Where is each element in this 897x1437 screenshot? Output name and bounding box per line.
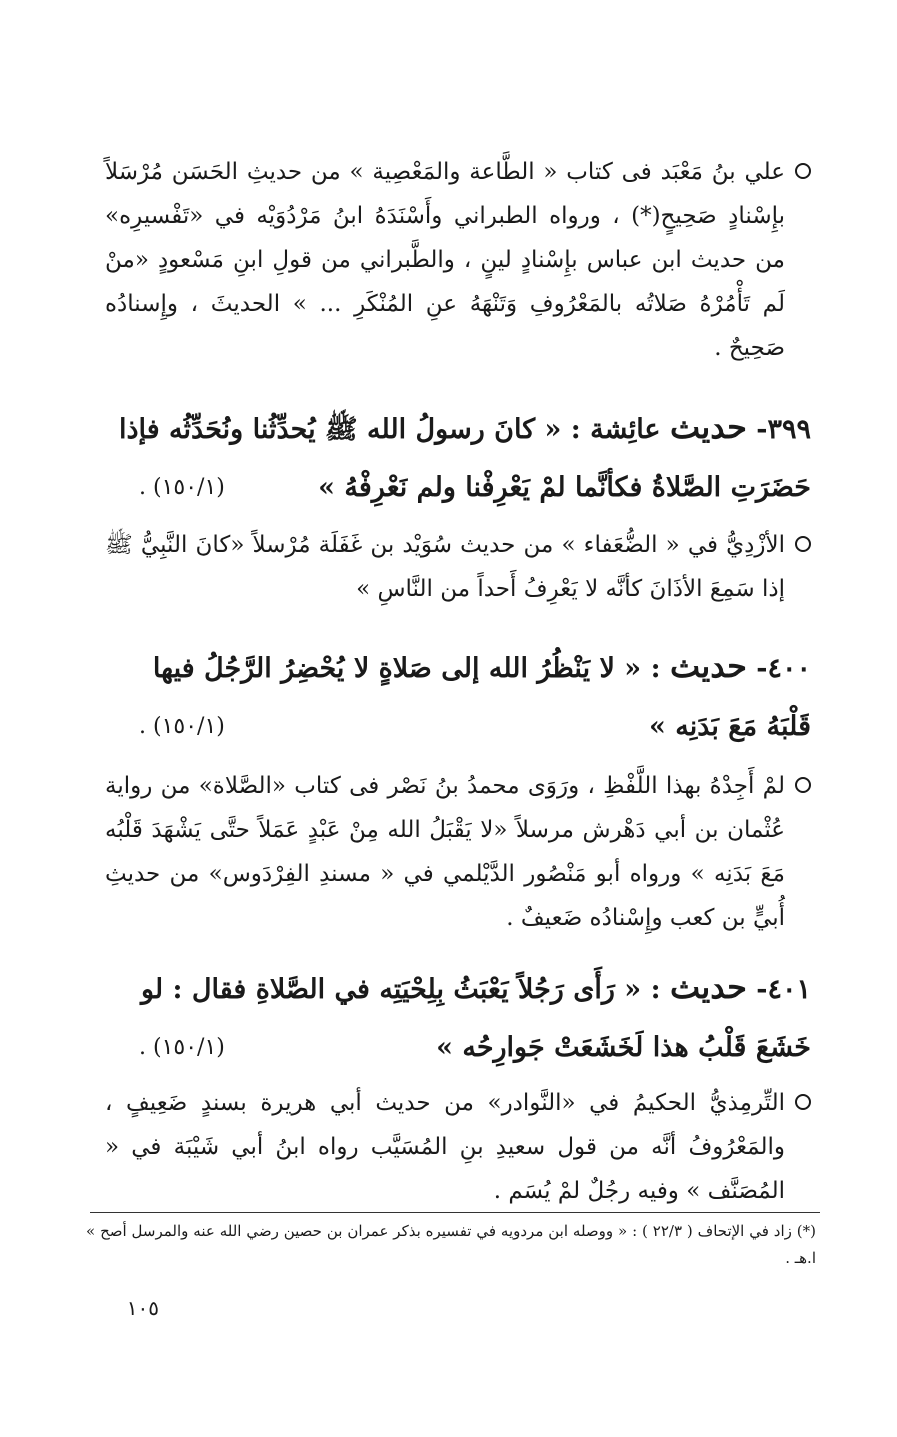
entry-number: ٤٠٠- [756, 653, 811, 684]
hadith-entry-400 [105, 637, 811, 756]
hadith-keyword: حديث [669, 968, 747, 1006]
commentary-block-1 [105, 150, 811, 370]
entry-text: : « لا يَنْظُرُ الله إلى صَلاةٍ لا يُحْضِرُ الرَّجُلُ فيها قَلْبَهُ مَعَ بَدَنِه » [152, 653, 811, 742]
hadith-keyword: حديث [669, 408, 747, 446]
hadith-entry-399 [105, 398, 811, 517]
commentary-399 [105, 523, 811, 611]
hadith-keyword: حديث [669, 647, 747, 685]
page-number: ١٠٥ [126, 1296, 159, 1320]
commentary-text: الأزْدِيُّ في « الضُّعَفاء » من حديث سُوَيْد بن غَفَلَة مُرْسلاً «كانَ النَّبِيُّ ﷺ إذا سَمِعَ الأذَانَ كأنَّه لا يَعْرِفُ أَحداً من النَّاسِ » [105, 532, 785, 602]
commentary-400 [105, 764, 811, 940]
circle-bullet-icon [795, 777, 811, 793]
entry-number: ٤٠١- [756, 974, 811, 1005]
entry-text: : « رَأَى رَجُلاً يَعْبَثُ بِلِحْيَتِه في الصَّلاةِ فقال : لو خَشَعَ قَلْبُ هذا لَخَشَعَتْ جَوارِحُه » [140, 974, 811, 1063]
commentary-text: التِّرمِذيُّ الحكيمُ في «النَّوادر» من حديث أبي هريرة بسندٍ ضَعِيفٍ ، والمَعْرُوفُ أنَّه من قول سعيدِ بنِ المُسَيَّب رواه ابنُ أبي شَيْبَة في « المُصَنَّف » وفيه رجُلٌ لمْ يُسَم . [105, 1090, 785, 1204]
entry-text: عائِشة : « كانَ رسولُ الله ﷺ يُحدِّثُنا ونُحَدِّثُه فإذا حَضَرَتِ الصَّلاةُ فكأنَّما لمْ يَعْرِفْنا ولم نَعْرِفْهُ » [118, 414, 811, 503]
footnote-divider [90, 1212, 820, 1213]
entry-number: ٣٩٩- [756, 414, 811, 445]
hadith-entry-401 [105, 958, 811, 1077]
circle-bullet-icon [795, 163, 811, 179]
volume-reference: (١٥٠/١) . [139, 714, 225, 739]
circle-bullet-icon [795, 536, 811, 552]
commentary-text: علي بنُ مَعْبَد فى كتاب « الطَّاعة والمَعْصِية » من حديثِ الحَسَن مُرْسَلاً بإِسْنادٍ صَحِيحٍ(*) ، ورواه الطبراني وأَسْنَدَهُ ابنُ مَرْدُوَيْه في «تَفْسيرِه» من حديث ابن عباس بإِسْنادٍ لينٍ ، والطَّبراني من قولِ ابنِ مَسْعودٍ «منْ لَم تَأْمُرْهُ صَلاتُه بالمَعْرُوفِ وَتَنْهَهُ عنِ المُنْكَرِ ... » الحديثَ ، وإِسنادُه صَحِيحٌ . [105, 159, 785, 361]
volume-reference: (١٥٠/١) . [139, 1035, 225, 1060]
page-body [105, 150, 811, 1213]
commentary-text: لمْ أَجِدْهُ بهذا اللَّفْظِ ، ورَوَى محمدُ بنُ نَصْر فى كتاب «الصَّلاة» من رواية عُثْمان بن أبي دَهْرش مرسلاً «لا يَقْبَلُ الله مِنْ عَبْدٍ عَمَلاً حتَّى يَشْهَدَ قَلْبُه مَعَ بَدَنِه » ورواه أبو مَنْصُور الدَّيْلمي في « مسندِ الفِرْدَوس» من حديثِ أُبيٍّ بن كعب وإِسْنادُه ضَعيفٌ . [105, 773, 785, 931]
circle-bullet-icon [795, 1094, 811, 1110]
volume-reference: (١٥٠/١) . [139, 475, 225, 500]
commentary-401 [105, 1081, 811, 1213]
footnote: (*) زاد في الإتحاف ( ٢٢/٣ ) : « ووصله ابن مردويه في تفسيره بذكر عمران بن حصين رضي الله عنه والمرسل أصح » ا.هـ . [86, 1222, 816, 1267]
